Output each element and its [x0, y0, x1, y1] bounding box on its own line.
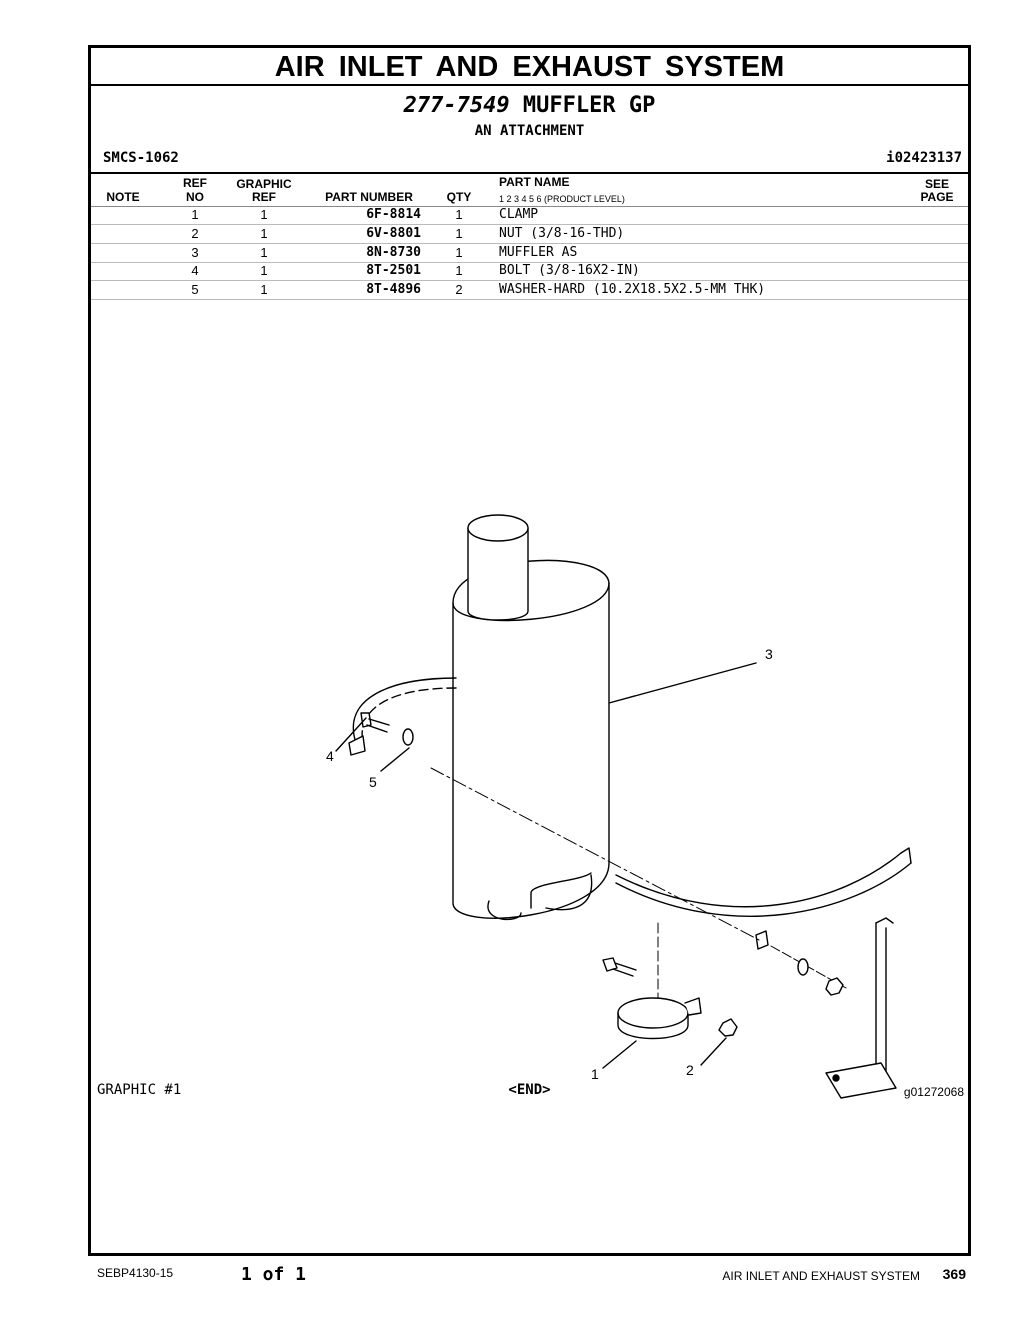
- ref-no: 3: [191, 245, 199, 260]
- graphic-ref: 1: [260, 245, 268, 260]
- table-row: [91, 244, 968, 263]
- title-bar: [91, 48, 968, 86]
- ref-header-top: REF: [183, 176, 207, 190]
- graphic-header-bottom: REF: [252, 190, 276, 204]
- graphic-header-top: GRAPHIC: [236, 177, 292, 191]
- callout-2: 2: [686, 1062, 694, 1078]
- graphic-ref: 1: [260, 207, 268, 222]
- graphic-ref: 1: [260, 226, 268, 241]
- quantity: 1: [455, 207, 463, 222]
- note-header: NOTE: [106, 190, 140, 204]
- graphic-ref: 1: [260, 263, 268, 278]
- callout-3: 3: [765, 646, 773, 662]
- quantity: 1: [455, 226, 463, 241]
- part-number-header: PART NUMBER: [325, 190, 413, 204]
- inlet-pipe: [468, 515, 528, 620]
- ref-no: 5: [191, 282, 199, 297]
- subtitle: AN ATTACHMENT: [474, 123, 585, 139]
- clamp: [603, 958, 737, 1039]
- section-title: AIR INLET AND EXHAUST SYSTEM: [274, 51, 785, 83]
- footer-page-of: 1 of 1: [241, 1264, 307, 1285]
- strap-nut: [826, 978, 843, 995]
- washer-upper: [403, 729, 413, 745]
- table-row: [91, 206, 968, 225]
- part-name: NUT (3/8-16-THD): [499, 226, 625, 241]
- ref-no: 1: [191, 207, 199, 222]
- see-header-bottom: PAGE: [920, 190, 954, 204]
- smcs-code: SMCS-1062: [103, 150, 179, 166]
- quantity: 1: [455, 263, 463, 278]
- header-divider: [91, 172, 968, 174]
- part-number[interactable]: 6V-8801: [366, 226, 421, 241]
- ref-no: 4: [191, 263, 199, 278]
- product-levels: 1 2 3 4 5 6 (PRODUCT LEVEL): [499, 194, 625, 204]
- graphic-ref: 1: [260, 282, 268, 297]
- washer-lower: [798, 959, 808, 975]
- part-name: BOLT (3/8-16X2-IN): [499, 263, 640, 278]
- footer-page-number: 369: [942, 1266, 966, 1282]
- end-marker: <END>: [508, 1082, 551, 1098]
- part-number[interactable]: 6F-8814: [366, 207, 421, 222]
- callout-4: 4: [326, 748, 334, 764]
- part-number-title: 277-7549: [403, 93, 510, 118]
- footer-section: AIR INLET AND EXHAUST SYSTEM: [722, 1269, 920, 1283]
- table-row: [91, 262, 968, 281]
- graphic-id: g01272068: [903, 1085, 964, 1099]
- callout-1: 1: [591, 1066, 599, 1082]
- quantity: 1: [455, 245, 463, 260]
- qty-header: QTY: [446, 190, 472, 204]
- part-name: MUFFLER AS: [499, 245, 578, 260]
- part-name-title: MUFFLER GP: [522, 93, 656, 118]
- support-bracket: [826, 918, 896, 1098]
- part-title: [91, 93, 968, 118]
- callout-5: 5: [369, 774, 377, 790]
- part-number[interactable]: 8T-4896: [366, 282, 421, 297]
- part-number[interactable]: 8T-2501: [366, 263, 421, 278]
- part-number[interactable]: 8N-8730: [366, 245, 421, 260]
- muffler-exploded-diagram: [231, 503, 951, 1113]
- part-name-header: PART NAME: [499, 175, 570, 189]
- ref-no: 2: [191, 226, 199, 241]
- bolt-upper: [361, 713, 389, 732]
- table-row: [91, 225, 968, 244]
- part-name: CLAMP: [499, 207, 539, 222]
- footer-doc-number: SEBP4130-15: [97, 1266, 174, 1280]
- illustration-id: i02423137: [886, 150, 962, 166]
- graphic-label: GRAPHIC #1: [97, 1082, 182, 1098]
- table-row: [91, 281, 968, 300]
- part-name: WASHER-HARD (10.2X18.5X2.5-MM THK): [499, 282, 766, 297]
- ref-header-bottom: NO: [186, 190, 204, 204]
- quantity: 2: [455, 282, 463, 297]
- page-frame: [88, 45, 971, 1256]
- see-header-top: SEE: [924, 177, 949, 191]
